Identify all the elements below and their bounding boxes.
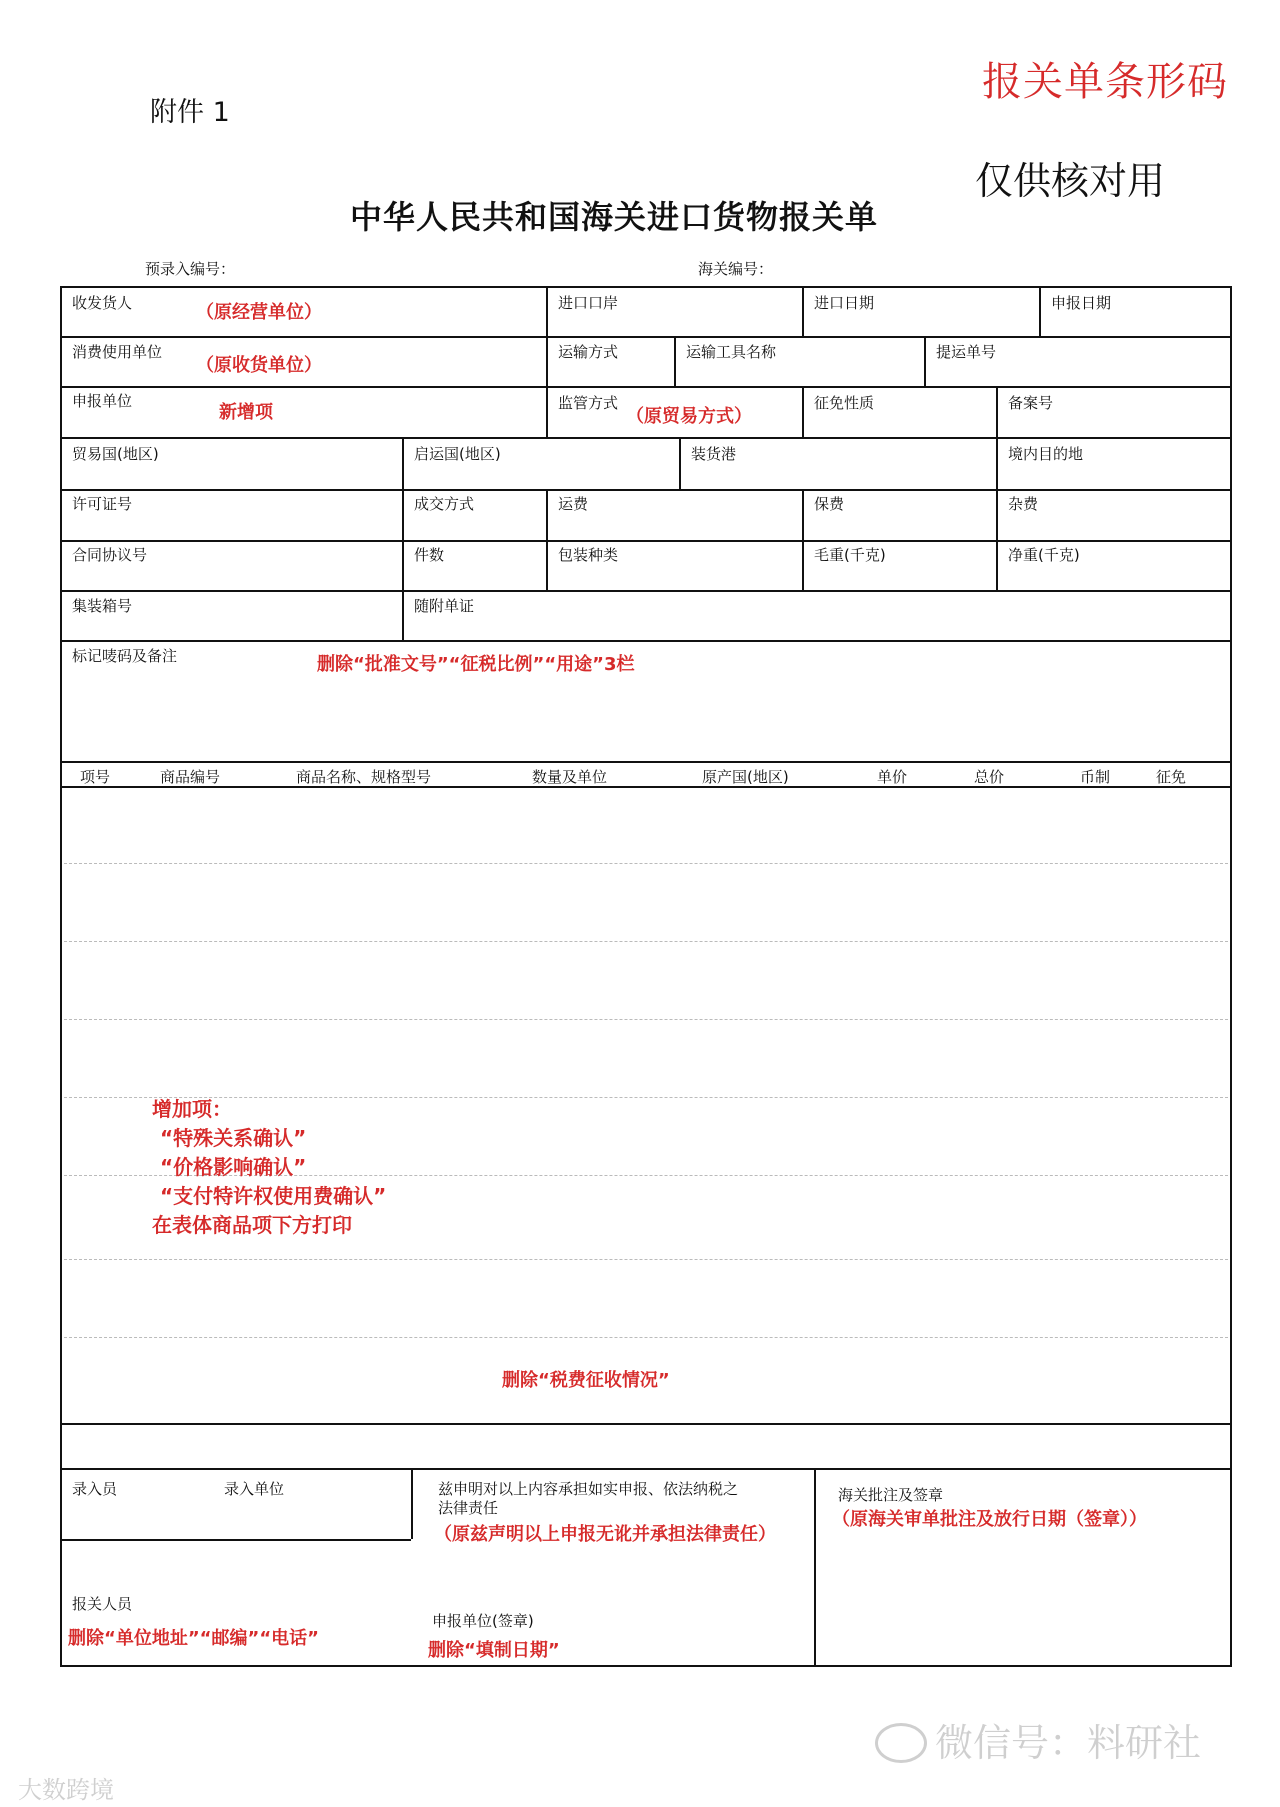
- note-added-item: “特殊关系确认”: [160, 1126, 307, 1150]
- column-header: 数量及单位: [532, 768, 608, 786]
- note-added-item: “价格影响确认”: [160, 1155, 307, 1179]
- field-transport-name: 运输工具名称: [686, 343, 777, 361]
- customs-number-label: 海关编号：: [698, 260, 774, 278]
- declaration-line1: 兹申明对以上内容承担如实申报、依法纳税之: [438, 1480, 739, 1498]
- declaration-line2: 法律责任: [438, 1499, 499, 1517]
- wechat-watermark: 微信号：料研社: [935, 1721, 1202, 1765]
- field-misc-fee: 杂费: [1008, 495, 1039, 513]
- field-net-weight: 净重(千克): [1008, 546, 1080, 564]
- note-supervision: （原贸易方式）: [626, 406, 752, 427]
- note-added-items: [152, 1095, 386, 1240]
- field-entry-clerk: 录入员: [72, 1480, 118, 1498]
- field-marks: 标记唛码及备注: [72, 647, 178, 665]
- note-added-item: “支付特许权使用费确认”: [160, 1184, 387, 1208]
- field-deal-mode: 成交方式: [414, 495, 475, 513]
- field-record-no: 备案号: [1008, 394, 1054, 412]
- note-consumer-unit: （原收货单位）: [196, 355, 322, 376]
- field-contract-no: 合同协议号: [72, 546, 148, 564]
- field-declarant: 报关人员: [72, 1595, 133, 1613]
- barcode-note: 报关单条形码: [982, 59, 1228, 105]
- field-declare-unit: 申报单位: [72, 392, 133, 410]
- field-pieces: 件数: [414, 546, 445, 564]
- column-header: 征免: [1156, 768, 1187, 786]
- field-declare-unit-sign: 申报单位(签章): [432, 1612, 534, 1630]
- field-insurance: 保费: [814, 495, 845, 513]
- form-title: 中华人民共和国海关进口货物报关单: [350, 198, 879, 236]
- column-header: 总价: [974, 768, 1005, 786]
- field-consumer-unit: 消费使用单位: [72, 343, 163, 361]
- column-header: 币制: [1080, 768, 1111, 786]
- note-marks: 删除“批准文号”“征税比例”“用途”3栏: [317, 654, 635, 675]
- note-declare-unit: 新增项: [219, 402, 273, 423]
- brand-watermark: 大数跨境: [18, 1776, 114, 1804]
- note-declaration-old: （原兹声明以上申报无讹并承担法律责任）: [434, 1524, 776, 1545]
- field-loading-port: 装货港: [691, 445, 737, 463]
- note-approval-old: （原海关审单批注及放行日期（签章））: [832, 1509, 1147, 1530]
- field-trade-country: 贸易国(地区): [72, 445, 159, 463]
- note-declarant-removed: 删除“单位地址”“邮编”“电话”: [68, 1628, 319, 1649]
- field-customs-approval: 海关批注及签章: [838, 1486, 944, 1504]
- field-supervision: 监管方式: [558, 394, 619, 412]
- field-import-date: 进口日期: [814, 294, 875, 312]
- column-header: 商品编号: [160, 768, 221, 786]
- field-entry-unit: 录入单位: [224, 1480, 285, 1498]
- wechat-icon: [875, 1723, 927, 1763]
- field-package: 包装种类: [558, 546, 619, 564]
- column-header: 项号: [80, 768, 111, 786]
- note-consignee: （原经营单位）: [196, 302, 322, 323]
- field-license-no: 许可证号: [72, 495, 133, 513]
- field-destination: 境内目的地: [1008, 445, 1084, 463]
- column-header: 原产国(地区): [702, 768, 789, 786]
- verify-note: 仅供核对用: [975, 159, 1166, 203]
- column-header: 单价: [877, 768, 908, 786]
- note-added-item: 在表体商品项下方打印: [152, 1213, 352, 1237]
- field-tax-nature: 征免性质: [814, 394, 875, 412]
- column-header: 商品名称、规格型号: [296, 768, 432, 786]
- note-date-removed: 删除“填制日期”: [428, 1640, 560, 1661]
- declaration-form: [60, 286, 1232, 1667]
- field-consignee: 收发货人: [72, 294, 133, 312]
- note-tax-removed: 删除“税费征收情况”: [502, 1370, 670, 1391]
- field-transport-mode: 运输方式: [558, 343, 619, 361]
- field-bill-no: 提运单号: [936, 343, 997, 361]
- attachment-label: 附件 1: [150, 97, 230, 128]
- field-declare-date: 申报日期: [1051, 294, 1112, 312]
- field-container-no: 集装箱号: [72, 597, 133, 615]
- field-attached-docs: 随附单证: [414, 597, 475, 615]
- note-added-title: 增加项：: [152, 1097, 232, 1121]
- field-gross-weight: 毛重(千克): [814, 546, 886, 564]
- field-freight: 运费: [558, 495, 589, 513]
- field-departure-country: 启运国(地区): [414, 445, 501, 463]
- field-import-port: 进口口岸: [558, 294, 619, 312]
- pre-entry-number-label: 预录入编号：: [145, 260, 236, 278]
